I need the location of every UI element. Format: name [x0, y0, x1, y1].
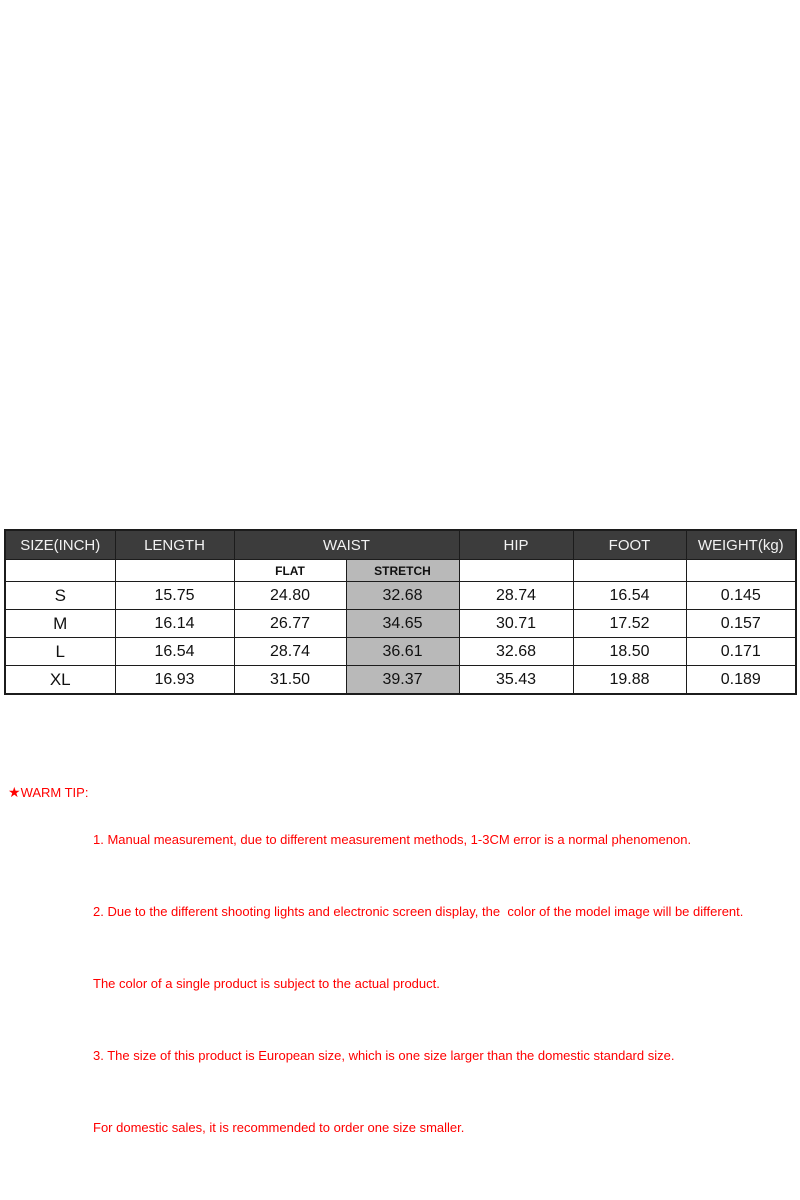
table-row-size-xl: [5, 666, 796, 695]
empty-cell: [115, 560, 234, 582]
size-label: XL: [5, 666, 115, 695]
waist-flat-value: 28.74: [234, 638, 346, 666]
waist-flat-value: 26.77: [234, 610, 346, 638]
foot-value: 16.54: [573, 582, 686, 610]
column-header-waist: WAIST: [234, 530, 459, 560]
column-header-hip: HIP: [459, 530, 573, 560]
hip-value: 28.74: [459, 582, 573, 610]
weight-value: 0.157: [686, 610, 796, 638]
tip-line-2: 2. Due to the different shooting lights and electronic screen display, the color of the model image will be different.: [93, 904, 744, 919]
hip-value: 35.43: [459, 666, 573, 695]
star-icon: ★: [8, 784, 21, 800]
warm-tip-title: WARM TIP:: [20, 785, 89, 800]
column-header-weight: WEIGHT(kg): [686, 530, 796, 560]
hip-value: 30.71: [459, 610, 573, 638]
foot-value: 18.50: [573, 638, 686, 666]
length-value: 15.75: [115, 582, 234, 610]
subheader-stretch: STRETCH: [346, 560, 459, 582]
column-header-length: LENGTH: [115, 530, 234, 560]
size-chart-container: [4, 529, 795, 695]
size-label: M: [5, 610, 115, 638]
waist-stretch-value: 34.65: [346, 610, 459, 638]
table-subheader-row: [5, 560, 796, 582]
table-header-row: [5, 530, 796, 560]
empty-cell: [686, 560, 796, 582]
weight-value: 0.189: [686, 666, 796, 695]
empty-cell: [573, 560, 686, 582]
waist-stretch-value: 36.61: [346, 638, 459, 666]
tip-line-4: 3. The size of this product is European size, which is one size larger than the domestic standard size.: [93, 1048, 675, 1063]
table-row-size-l: [5, 638, 796, 666]
waist-flat-value: 24.80: [234, 582, 346, 610]
waist-stretch-value: 39.37: [346, 666, 459, 695]
warm-tip-label: [8, 780, 93, 805]
column-header-size: SIZE(INCH): [5, 530, 115, 560]
tip-line-3: The color of a single product is subject to the actual product.: [93, 976, 440, 991]
tip-line-5: For domestic sales, it is recommended to order one size smaller.: [93, 1120, 465, 1135]
empty-cell: [5, 560, 115, 582]
size-label: L: [5, 638, 115, 666]
empty-cell: [459, 560, 573, 582]
length-value: 16.14: [115, 610, 234, 638]
foot-value: 19.88: [573, 666, 686, 695]
weight-value: 0.171: [686, 638, 796, 666]
table-row-size-s: [5, 582, 796, 610]
weight-value: 0.145: [686, 582, 796, 610]
column-header-foot: FOOT: [573, 530, 686, 560]
foot-value: 17.52: [573, 610, 686, 638]
subheader-flat: FLAT: [234, 560, 346, 582]
length-value: 16.93: [115, 666, 234, 695]
warm-tip-lines: [93, 780, 793, 1188]
tip-line-1: 1. Manual measurement, due to different measurement methods, 1-3CM error is a normal phenomenon.: [93, 832, 692, 847]
size-label: S: [5, 582, 115, 610]
length-value: 16.54: [115, 638, 234, 666]
waist-flat-value: 31.50: [234, 666, 346, 695]
table-row-size-m: [5, 610, 796, 638]
waist-stretch-value: 32.68: [346, 582, 459, 610]
size-chart-table: [4, 529, 797, 695]
hip-value: 32.68: [459, 638, 573, 666]
warm-tip-section: [8, 780, 793, 1188]
